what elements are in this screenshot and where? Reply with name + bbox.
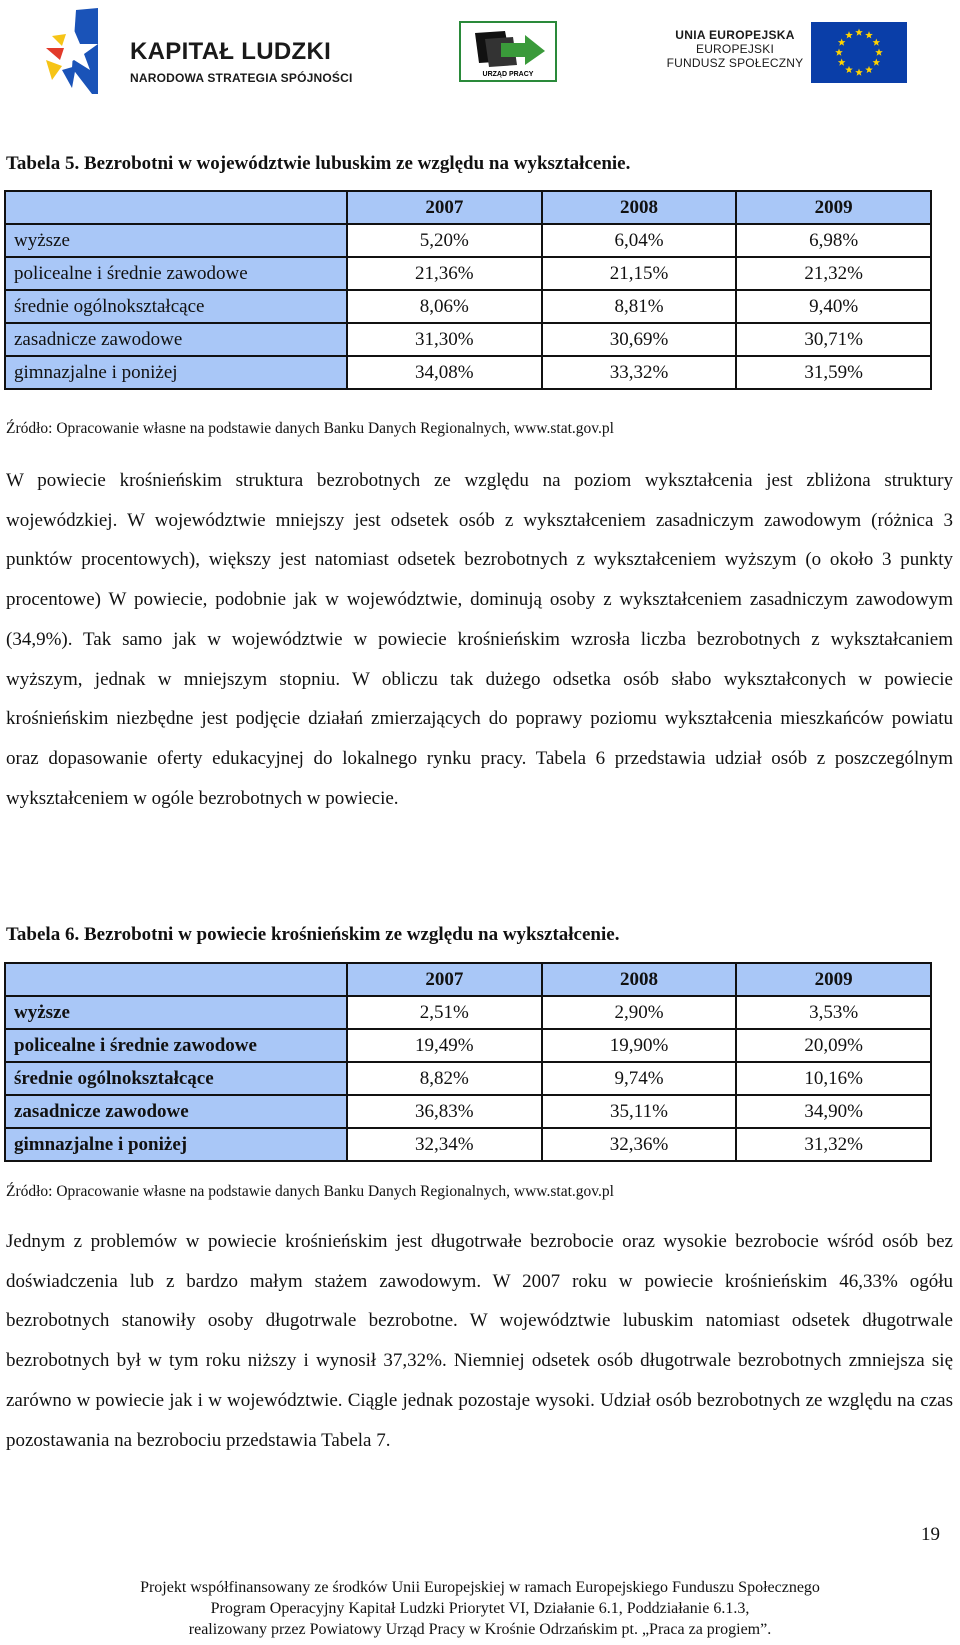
eu-star-icon	[873, 39, 881, 46]
eu-star-icon	[838, 59, 846, 66]
row-label: średnie ogólnokształcące	[5, 1062, 347, 1095]
table-row	[5, 257, 931, 290]
paragraph-1: W powiecie krośnieńskim struktura bezrobotnych ze względu na poziom wykształcenia jest zbliżona struktury wojewódzkiej. W województwie mniejszy jest odsetek osób z wykształceniem zasadniczym zawodowym (różnica 3 punktów procentowych), większy jest natomiast odsetek bezrobotnych z wykształceniem wyższym (o około 3 punkty procentowe) W powiecie, podobnie jak w województwie, dominują osoby z wykształceniem zasadniczym zawodowym (34,9%). Tak samo jak w województwie w powiecie krośnieńskim wzrosła liczba bezrobotnych z wykształcaniem wyższym, jednak w mniejszym stopniu. W obliczu tak dużego odsetka osób słabo wykształconych w powiecie krośnieńskim niezbędne jest podjęcie działań zmierzających do poprawy poziomu wykształcenia mieszkańców powiatu oraz dopasowanie oferty edukacyjnej do lokalnego rynku pracy. Tabela 6 przedstawia udział osób z poszczególnym wykształceniem w ogóle bezrobotnych w powiecie.	[6, 470, 953, 809]
cell-value: 19,90%	[542, 1029, 737, 1062]
table5-year-2007: 2007	[347, 191, 542, 224]
cell-value: 10,16%	[736, 1062, 931, 1095]
table-row	[5, 1128, 931, 1161]
eu-logo-text	[660, 28, 810, 70]
eu-line3: FUNDUSZ SPOŁECZNY	[666, 56, 804, 70]
kapital-ludzki-logo	[42, 8, 352, 100]
table5-caption: Tabela 5. Bezrobotni w województwie lubuskim ze względu na wykształcenie.	[6, 153, 631, 174]
cell-value: 31,32%	[736, 1128, 931, 1161]
kapital-ludzki-subtitle: NARODOWA STRATEGIA SPÓJNOŚCI	[130, 71, 353, 85]
urzad-pracy-label: URZĄD PRACY	[482, 71, 534, 78]
cell-value: 6,04%	[542, 224, 737, 257]
cell-value: 2,90%	[542, 996, 737, 1029]
row-label: średnie ogólnokształcące	[5, 290, 347, 323]
table5	[4, 190, 932, 390]
table5-year-2008: 2008	[542, 191, 737, 224]
cell-value: 30,69%	[542, 323, 737, 356]
cell-value: 33,32%	[542, 356, 737, 389]
table-row	[5, 1062, 931, 1095]
cell-value: 21,32%	[736, 257, 931, 290]
row-label: zasadnicze zawodowe	[5, 323, 347, 356]
cell-value: 8,82%	[347, 1062, 542, 1095]
table-row	[5, 224, 931, 257]
table5-source: Źródło: Opracowanie własne na podstawie danych Banku Danych Regionalnych, www.stat.gov.pl	[6, 420, 614, 437]
cell-value: 32,36%	[542, 1128, 737, 1161]
cell-value: 34,90%	[736, 1095, 931, 1128]
table5-corner-cell	[5, 191, 347, 224]
table-row	[5, 996, 931, 1029]
eu-star-icon	[838, 39, 846, 46]
cell-value: 19,49%	[347, 1029, 542, 1062]
eu-star-icon	[875, 49, 883, 56]
table-row	[5, 323, 931, 356]
page-number: 19	[921, 1524, 940, 1545]
table6-year-2008: 2008	[542, 963, 737, 996]
footer-line3: realizowany przez Powiatowy Urząd Pracy w Krośnie Odrzańskim pt. „Praca za progiem”.	[188, 1621, 772, 1638]
kapital-ludzki-title: KAPITAŁ LUDZKI	[130, 38, 332, 65]
paragraph-2: Jednym z problemów w powiecie krośnieńskim jest długotrwałe bezrobocie oraz wysokie bezrobocie wśród osób bez doświadczenia lub z bardzo małym stażem zawodowym. W 2007 roku w powiecie krośnieńskim 46,33% ogółu bezrobotnych stanowiły osoby długotrwale bezrobotne. W województwie lubuskim natomiast odsetek długotrwale bezrobotnych był w tym roku niższy i wynosił 37,32%. Niemniej odsetek osób długotrwale bezrobotnych zmniejsza się zarówno w powiecie jak i w województwie. Ciągle jednak pozostaje wysoki. Udział osób bezrobotnych ze względu na czas pozostawania na bezrobociu przedstawia Tabela 7.	[6, 1231, 953, 1451]
row-label: policealne i średnie zawodowe	[5, 1029, 347, 1062]
table5-year-2009: 2009	[736, 191, 931, 224]
kapital-ludzki-star-icon	[42, 8, 102, 98]
row-label: wyższe	[5, 996, 347, 1029]
eu-line1: UNIA EUROPEJSKA	[675, 28, 795, 42]
table-row	[5, 1029, 931, 1062]
cell-value: 30,71%	[736, 323, 931, 356]
row-label: policealne i średnie zawodowe	[5, 257, 347, 290]
table5-header-row	[5, 191, 931, 224]
urzad-pracy-logo	[459, 21, 557, 82]
footer-line2: Program Operacyjny Kapitał Ludzki Priorytet VI, Działanie 6.1, Poddziałanie 6.1.3,	[210, 1600, 750, 1617]
eu-flag-icon	[811, 22, 907, 83]
table6-year-2009: 2009	[736, 963, 931, 996]
cell-value: 6,98%	[736, 224, 931, 257]
row-label: gimnazjalne i poniżej	[5, 1128, 347, 1161]
table6-caption: Tabela 6. Bezrobotni w powiecie krośnieńskim ze względu na wykształcenie.	[6, 924, 620, 945]
table-row	[5, 1095, 931, 1128]
eu-stars-icon	[811, 22, 907, 83]
cell-value: 32,34%	[347, 1128, 542, 1161]
table-row	[5, 356, 931, 389]
eu-star-icon	[845, 31, 853, 38]
cell-value: 21,15%	[542, 257, 737, 290]
cell-value: 9,74%	[542, 1062, 737, 1095]
cell-value: 31,30%	[347, 323, 542, 356]
cell-value: 8,06%	[347, 290, 542, 323]
footer-line1: Projekt współfinansowany ze środków Unii Europejskiej w ramach Europejskiego Funduszu Społecznego	[140, 1579, 820, 1596]
cell-value: 36,83%	[347, 1095, 542, 1128]
eu-star-icon	[855, 29, 863, 36]
row-label: zasadnicze zawodowe	[5, 1095, 347, 1128]
eu-star-icon	[873, 59, 881, 66]
table6	[4, 962, 932, 1162]
cell-value: 9,40%	[736, 290, 931, 323]
urzad-pracy-arrow-icon	[461, 25, 555, 71]
table6-source: Źródło: Opracowanie własne na podstawie danych Banku Danych Regionalnych, www.stat.gov.pl	[6, 1183, 614, 1200]
cell-value: 8,81%	[542, 290, 737, 323]
table-row	[5, 290, 931, 323]
page-header	[0, 0, 960, 110]
eu-star-icon	[835, 49, 843, 56]
cell-value: 2,51%	[347, 996, 542, 1029]
eu-star-icon	[855, 69, 863, 76]
cell-value: 34,08%	[347, 356, 542, 389]
table6-header-row	[5, 963, 931, 996]
cell-value: 5,20%	[347, 224, 542, 257]
cell-value: 20,09%	[736, 1029, 931, 1062]
row-label: wyższe	[5, 224, 347, 257]
eu-star-icon	[865, 66, 873, 73]
eu-star-icon	[865, 31, 873, 38]
row-label: gimnazjalne i poniżej	[5, 356, 347, 389]
cell-value: 3,53%	[736, 996, 931, 1029]
table6-corner-cell	[5, 963, 347, 996]
eu-line2: EUROPEJSKI	[695, 42, 775, 56]
cell-value: 31,59%	[736, 356, 931, 389]
table6-year-2007: 2007	[347, 963, 542, 996]
eu-star-icon	[845, 66, 853, 73]
cell-value: 21,36%	[347, 257, 542, 290]
cell-value: 35,11%	[542, 1095, 737, 1128]
